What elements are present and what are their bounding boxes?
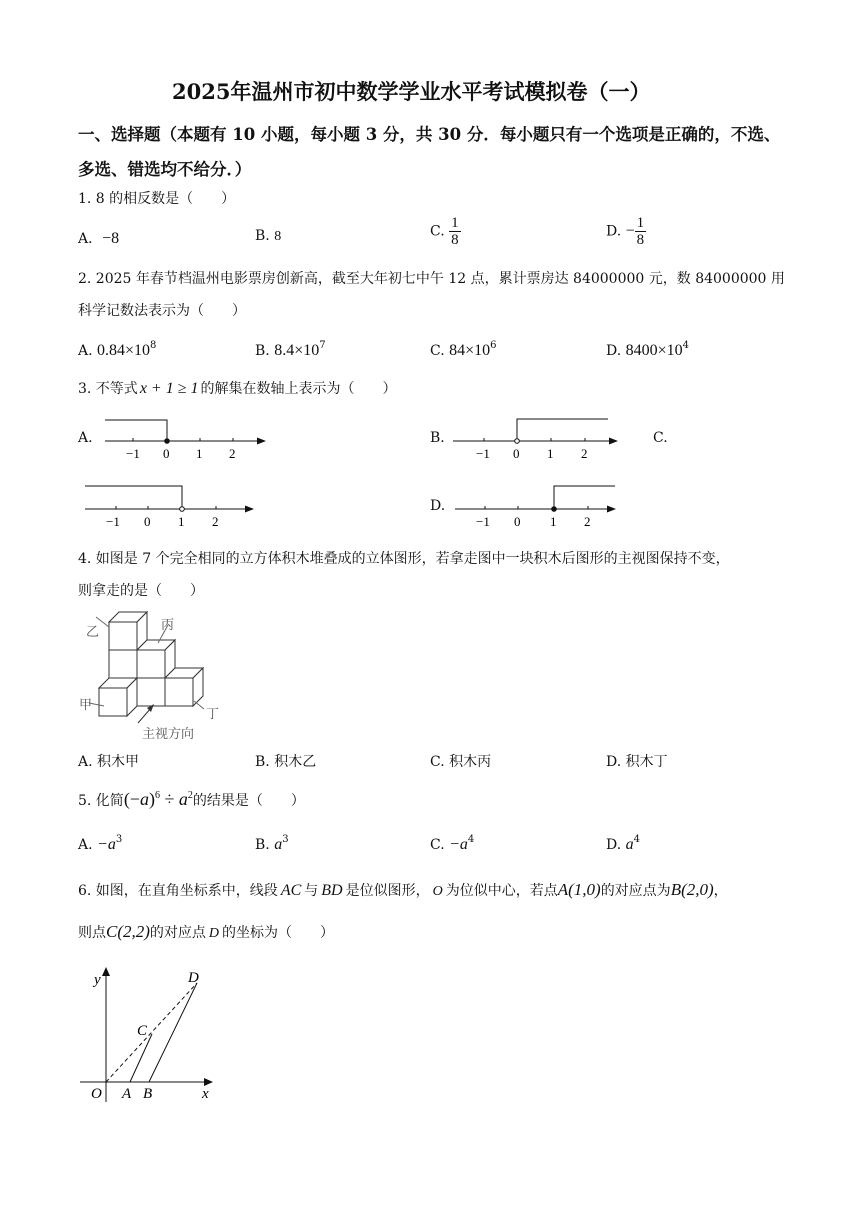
q1-d-den: 8 xyxy=(636,232,645,248)
q3-numberline-a xyxy=(100,412,270,462)
q3-stem xyxy=(78,378,397,398)
q3-numberline-c xyxy=(80,480,260,530)
page-title: 2025年温州市初中数学学业水平考试模拟卷（一） xyxy=(172,79,651,104)
q1-b-label: B. xyxy=(255,228,270,244)
q6-mid4: 的对应点为 xyxy=(600,883,671,899)
q5-d-exp: 4 xyxy=(633,834,641,845)
q5-option-d xyxy=(606,834,640,854)
q2-option-d xyxy=(606,340,689,360)
q5-b-label: B. xyxy=(255,837,270,853)
q6-center: O xyxy=(432,884,443,899)
q2-c-base: 84×10 xyxy=(449,342,491,359)
q2-option-b xyxy=(255,340,326,360)
q4-option-b xyxy=(255,751,316,771)
q3a-tick-0: 0 xyxy=(163,446,170,461)
q4-b-label: B. xyxy=(255,754,270,770)
q4-option-c xyxy=(430,751,491,771)
q2-a-label: A. xyxy=(78,343,93,359)
q3d-tick-neg1: −1 xyxy=(476,514,490,529)
q5-b-base: a xyxy=(274,836,283,853)
q1-c-label: C. xyxy=(430,223,445,240)
q3c-tick-neg1: −1 xyxy=(106,514,120,529)
q5-d-base: a xyxy=(625,836,634,853)
q4-label-ding: 丁 xyxy=(206,706,220,721)
q2-stem-line1: 2. 2025 年春节档温州电影票房创新高，截至大年初七中午 12 点，累计票房达 84000000 元，数 84000000 用 xyxy=(78,271,785,287)
q2-a-base: 0.84×10 xyxy=(97,342,151,359)
q5-d-label: D. xyxy=(606,837,622,853)
q1-option-a xyxy=(78,228,119,248)
q3a-tick-1: 1 xyxy=(196,446,203,461)
q2-d-label: D. xyxy=(606,343,622,359)
q5-option-b xyxy=(255,834,289,854)
q6-label-a: A xyxy=(122,1086,132,1102)
q6-label-x: x xyxy=(202,1086,209,1102)
q3b-tick-1: 1 xyxy=(547,446,554,461)
q2-option-a xyxy=(78,340,156,360)
q6-seg-bd: BD xyxy=(321,882,343,899)
q1-option-d xyxy=(606,215,646,248)
q6-label-y: y xyxy=(94,972,101,988)
q4-stem-line1: 4. 如图是 7 个完全相同的立方体积木堆叠成的立体图形，若拿走图中一块积木后图形的主视图保持不变， xyxy=(78,551,730,567)
q2-b-exp: 7 xyxy=(319,340,326,351)
q1-d-fraction xyxy=(635,215,647,248)
q1-c-fraction xyxy=(449,215,461,248)
q6-label-o: O xyxy=(91,1086,102,1102)
q2-c-exp: 6 xyxy=(490,340,497,351)
q3d-tick-1: 1 xyxy=(550,514,557,529)
q4-option-a xyxy=(78,751,139,771)
q1-option-b xyxy=(255,228,281,245)
q6-point-a: A(1,0) xyxy=(557,880,601,899)
q5-c-label: C. xyxy=(430,837,445,853)
q6-stem-line2 xyxy=(78,922,334,942)
q4-a-text: 积木甲 xyxy=(97,754,140,770)
q3-stem-pre: 3. 不等式 xyxy=(78,381,138,397)
q1-a-label: A． xyxy=(78,231,103,247)
q3-stem-post: 的解集在数轴上表示为（ ） xyxy=(200,381,397,397)
q3c-tick-1: 1 xyxy=(178,514,185,529)
q6-stem2-mid: 的对应点 xyxy=(149,925,206,941)
q2-d-base: 8400×10 xyxy=(625,342,683,359)
q6-label-d: D xyxy=(188,970,199,986)
q2-stem-line2: 科学记数法表示为（ ） xyxy=(78,303,246,319)
q1-c-num: 1 xyxy=(451,215,459,231)
q2-c-label: C. xyxy=(430,343,445,359)
q4-d-label: D. xyxy=(606,754,622,770)
q4-c-text: 积木丙 xyxy=(449,754,492,770)
q1-a-value: −8 xyxy=(102,230,120,247)
q6-label-b: B xyxy=(143,1086,153,1102)
q4-label-jia: 甲 xyxy=(79,697,93,712)
q5-option-c xyxy=(430,834,474,854)
q3-d-label: D. xyxy=(430,498,446,514)
q3-c-label: C. xyxy=(653,430,668,446)
q3a-tick-neg1: −1 xyxy=(126,446,140,461)
q6-mid2: 是位似图形， xyxy=(345,883,430,899)
q5-stem-pre: 5. 化简 xyxy=(78,793,124,809)
q5-stem-post: 的结果是（ ） xyxy=(192,793,305,809)
q3-a-label: A. xyxy=(78,430,93,446)
q3a-tick-2: 2 xyxy=(229,446,236,461)
q4-cube-figure xyxy=(76,605,226,745)
q2-b-base: 8.4×10 xyxy=(274,342,320,359)
q4-label-bing: 丙 xyxy=(161,617,175,632)
q4-d-text: 积木丁 xyxy=(625,754,668,770)
q3-inequality: x + 1 ≥ 1 xyxy=(139,380,199,397)
q3-numberline-b xyxy=(450,412,630,462)
q4-stem-line2: 则拿走的是（ ） xyxy=(78,583,204,599)
q3c-tick-0: 0 xyxy=(144,514,151,529)
q5-expression: $(-a)^6 \div a^2$ xyxy=(123,789,193,809)
q6-coordinate-figure xyxy=(76,962,226,1104)
q6-mid1: 与 xyxy=(304,883,319,899)
q4-b-text: 积木乙 xyxy=(274,754,317,770)
section-header-line2: 多选、错选均不给分．） xyxy=(78,160,252,179)
q4-label-yi: 乙 xyxy=(86,624,100,639)
q3-b-label: B. xyxy=(430,430,445,446)
q2-b-label: B. xyxy=(255,343,270,359)
q4-c-label: C. xyxy=(430,754,445,770)
q3d-tick-0: 0 xyxy=(514,514,521,529)
q2-option-c xyxy=(430,340,497,360)
q5-a-base: −a xyxy=(97,836,116,853)
q4-option-d xyxy=(606,751,668,771)
q1-d-num: 1 xyxy=(636,215,645,231)
q4-label-direction: 主视方向 xyxy=(142,726,195,741)
q5-a-label: A. xyxy=(78,837,93,853)
q3d-tick-2: 2 xyxy=(584,514,591,529)
q3b-tick-neg1: −1 xyxy=(476,446,490,461)
q5-option-a xyxy=(78,834,122,854)
section-header-line1: 一、选择题（本题有 10 小题，每小题 3 分，共 30 分．每小题只有一个选项是正确的，不选、 xyxy=(78,125,781,144)
q1-c-den: 8 xyxy=(451,232,459,248)
q6-label-c: C xyxy=(137,1023,148,1039)
q3b-tick-2: 2 xyxy=(581,446,588,461)
q1-b-value: 8 xyxy=(274,229,282,244)
q3b-tick-0: 0 xyxy=(513,446,520,461)
q5-b-exp: 3 xyxy=(282,834,289,845)
q5-c-base: −a xyxy=(449,836,468,853)
q3c-tick-2: 2 xyxy=(212,514,219,529)
q6-stem2-pre: 则点 xyxy=(78,925,106,941)
q6-point-d: D xyxy=(208,926,220,941)
q6-point-b: B(2,0) xyxy=(670,880,714,899)
q6-comma: ， xyxy=(713,883,728,899)
q1-d-label: D. xyxy=(606,223,622,240)
q5-a-exp: 3 xyxy=(115,834,123,845)
q5-stem xyxy=(78,789,305,810)
q4-a-label: A. xyxy=(78,754,93,770)
q2-a-exp: 8 xyxy=(150,340,157,351)
q6-mid3: 为位似中心，若点 xyxy=(445,883,558,899)
q6-stem1-pre: 6. 如图，在直角坐标系中，线段 xyxy=(78,883,278,899)
q6-stem-line1 xyxy=(78,880,728,900)
q1-stem: 1. 8 的相反数是（ ） xyxy=(78,191,236,207)
q2-d-exp: 4 xyxy=(682,340,690,351)
q1-d-sign: − xyxy=(625,222,635,240)
q6-stem2-post: 的坐标为（ ） xyxy=(222,925,335,941)
q3-numberline-d xyxy=(450,480,630,530)
q6-point-c: C(2,2) xyxy=(106,922,150,941)
q6-seg-ac: AC xyxy=(280,882,302,899)
q5-c-exp: 4 xyxy=(467,834,475,845)
q1-option-c xyxy=(430,215,461,248)
